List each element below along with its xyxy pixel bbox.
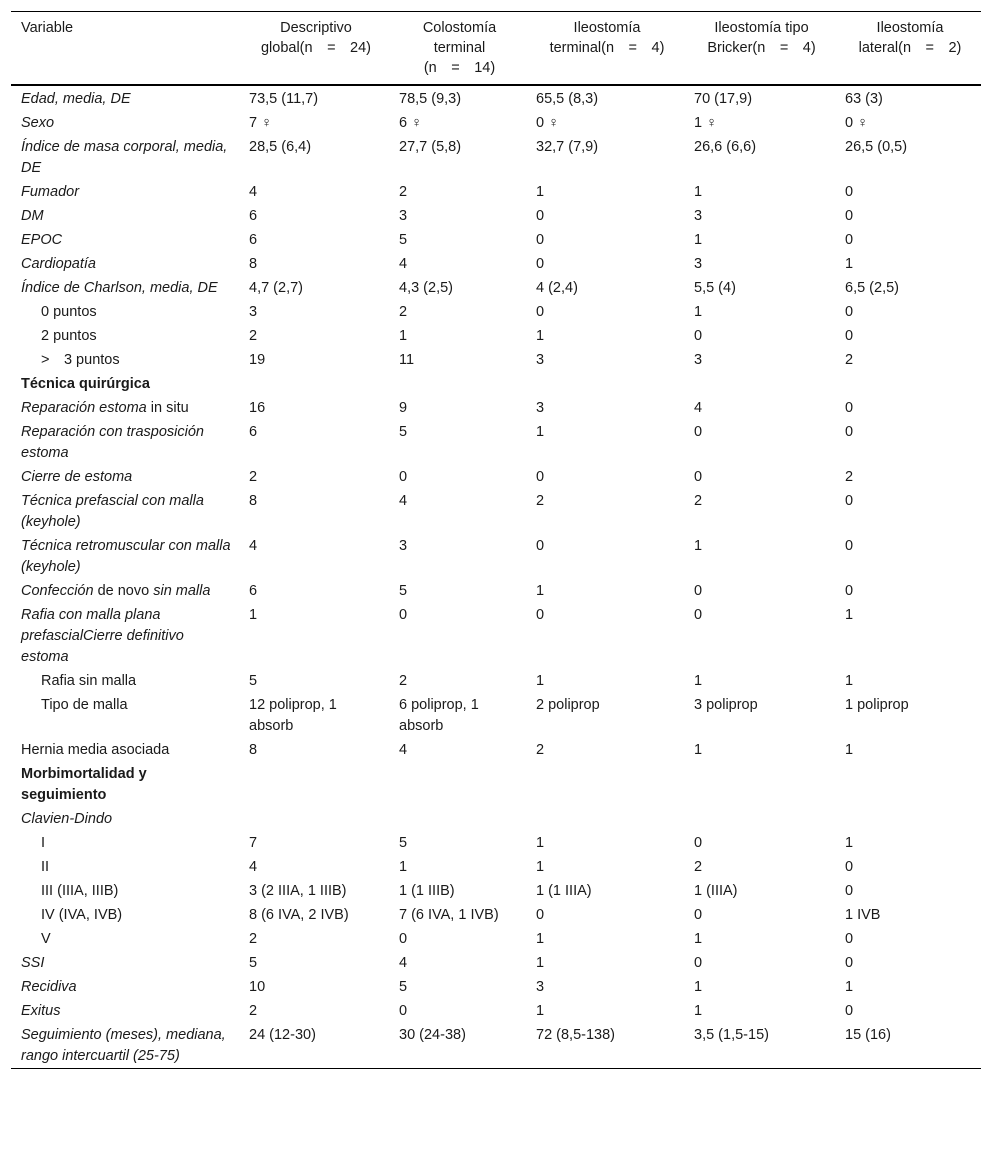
cell-value: 1	[694, 304, 703, 320]
cell-value: 1	[845, 673, 854, 689]
cell-value: 2	[249, 1003, 258, 1019]
cell-value: 1	[694, 742, 703, 758]
cell-value: 2	[845, 469, 854, 485]
cell-value: 7 ♀	[249, 115, 272, 131]
cell-value	[389, 762, 526, 807]
cell-value: 0	[845, 493, 854, 509]
cell-value: 4	[399, 493, 408, 509]
cell-value	[835, 807, 981, 831]
table-row	[11, 879, 981, 903]
cell-value: 0 ♀	[536, 115, 559, 131]
cell-value: 3	[399, 538, 408, 554]
cell-value: 2	[845, 352, 854, 368]
cell-value: 0	[845, 232, 854, 248]
cell-value: 6	[249, 232, 258, 248]
row-label: Morbimortalidad y seguimiento	[21, 766, 147, 803]
cell-value: 28,5 (6,4)	[249, 139, 312, 155]
row-label: Clavien-Dindo	[21, 811, 113, 827]
cell-value: 8 (6 IVA, 2 IVB)	[249, 907, 349, 923]
header-line: terminal	[433, 40, 486, 56]
header-line: (n = 14)	[423, 60, 496, 76]
header-column-1	[239, 12, 389, 86]
row-label-part: sin malla	[153, 583, 211, 599]
row-label: Seguimiento (meses), mediana, rango intercuartil (25-75)	[21, 1027, 226, 1064]
row-label: Hernia media asociada	[21, 742, 170, 758]
cell-value: 0	[845, 208, 854, 224]
row-label: Tipo de malla	[41, 697, 128, 713]
cell-value: 0	[845, 424, 854, 440]
row-label: Rafia sin malla	[41, 673, 137, 689]
table-row	[11, 135, 981, 180]
cell-value: 0	[399, 1003, 408, 1019]
header-variable	[11, 12, 239, 86]
cell-value: 1	[845, 607, 854, 623]
table-row	[11, 1023, 981, 1069]
cell-value: 3,5 (1,5-15)	[694, 1027, 769, 1043]
cell-value: 1	[536, 424, 545, 440]
cell-value: 6,5 (2,5)	[845, 280, 899, 296]
cell-value: 1	[694, 979, 703, 995]
cell-value: 0	[845, 538, 854, 554]
cell-value: 0	[536, 607, 545, 623]
cell-value: 2	[249, 931, 258, 947]
table-header	[11, 12, 981, 86]
row-label: > 3 puntos	[41, 352, 120, 368]
table-row	[11, 252, 981, 276]
cell-value: 4,7 (2,7)	[249, 280, 303, 296]
cell-value: 1 ♀	[694, 115, 717, 131]
cell-value: 4	[694, 400, 703, 416]
cell-value: 1 (1 IIIA)	[536, 883, 592, 899]
cell-value: 3	[536, 352, 545, 368]
table-row	[11, 855, 981, 879]
table-row	[11, 534, 981, 579]
cell-value: 4	[399, 742, 408, 758]
table-row	[11, 903, 981, 927]
cell-value: 3	[536, 400, 545, 416]
header-line: Variable	[21, 20, 74, 36]
cell-value: 0	[694, 955, 703, 971]
cell-value: 1 IVB	[845, 907, 881, 923]
row-label: 2 puntos	[41, 328, 97, 344]
table-row	[11, 975, 981, 999]
table-row	[11, 324, 981, 348]
row-label: Fumador	[21, 184, 80, 200]
row-label: SSI	[21, 955, 45, 971]
cell-value: 1	[536, 931, 545, 947]
row-label: Edad, media, DE	[21, 91, 131, 107]
table-row	[11, 348, 981, 372]
cell-value: 2	[249, 469, 258, 485]
cell-value: 30 (24-38)	[399, 1027, 466, 1043]
cell-value: 4	[399, 955, 408, 971]
cell-value: 4	[249, 538, 258, 554]
cell-value: 1	[249, 607, 258, 623]
cell-value	[526, 807, 684, 831]
cell-value: 1	[536, 1003, 545, 1019]
cell-value: 0	[845, 583, 854, 599]
cell-value: 1	[536, 328, 545, 344]
cell-value: 1	[845, 256, 854, 272]
row-label: Exitus	[21, 1003, 61, 1019]
header-line: Ileostomía	[573, 20, 641, 36]
cell-value: 7	[249, 835, 258, 851]
row-label	[11, 579, 239, 603]
cell-value: 70 (17,9)	[694, 91, 753, 107]
cell-value: 4	[249, 859, 258, 875]
row-label: Técnica prefascial con malla (keyhole)	[21, 493, 204, 530]
header-row	[11, 12, 981, 86]
table-row	[11, 276, 981, 300]
cell-value: 2 poliprop	[536, 697, 600, 713]
cell-value: 5	[399, 583, 408, 599]
row-label-part: in situ	[146, 400, 189, 416]
cell-value: 3	[249, 304, 258, 320]
cell-value: 2	[694, 493, 703, 509]
cell-value: 24 (12-30)	[249, 1027, 316, 1043]
header-line: lateral(n = 2)	[858, 40, 962, 56]
cell-value: 8	[249, 493, 258, 509]
cell-value: 1	[694, 232, 703, 248]
cell-value: 5,5 (4)	[694, 280, 736, 296]
cell-value	[389, 807, 526, 831]
cell-value: 0	[399, 931, 408, 947]
cell-value: 2	[536, 742, 545, 758]
cell-value: 0	[845, 304, 854, 320]
table-row	[11, 372, 981, 396]
cell-value: 1	[845, 742, 854, 758]
table-row	[11, 999, 981, 1023]
cell-value: 0	[536, 208, 545, 224]
table-row	[11, 85, 981, 111]
cell-value	[239, 807, 389, 831]
cell-value: 3	[694, 208, 703, 224]
table-row	[11, 927, 981, 951]
cell-value: 0	[536, 232, 545, 248]
cell-value: 0	[694, 835, 703, 851]
cell-value	[526, 372, 684, 396]
cell-value: 0	[536, 538, 545, 554]
cell-value	[684, 762, 835, 807]
cell-value: 5	[249, 673, 258, 689]
table-row	[11, 420, 981, 465]
cell-value	[239, 372, 389, 396]
row-label: EPOC	[21, 232, 63, 248]
cell-value: 1	[694, 184, 703, 200]
cell-value	[389, 372, 526, 396]
cell-value: 1	[845, 835, 854, 851]
table-row	[11, 693, 981, 738]
cell-value: 0	[536, 256, 545, 272]
cell-value: 0 ♀	[845, 115, 868, 131]
cell-value	[835, 372, 981, 396]
cell-value: 1	[845, 979, 854, 995]
cell-value: 1	[536, 184, 545, 200]
row-label: IV (IVA, IVB)	[41, 907, 123, 923]
cell-value: 5	[399, 232, 408, 248]
cell-value: 16	[249, 400, 266, 416]
row-label	[11, 396, 239, 420]
cell-value: 4 (2,4)	[536, 280, 578, 296]
cell-value: 0	[845, 328, 854, 344]
cell-value: 63 (3)	[845, 91, 883, 107]
cell-value: 0	[845, 859, 854, 875]
cell-value: 12 poliprop, 1 absorb	[249, 697, 337, 734]
cell-value: 0	[536, 469, 545, 485]
cell-value: 8	[249, 256, 258, 272]
row-label: Cierre de estoma	[21, 469, 133, 485]
table-row	[11, 489, 981, 534]
header-column-2	[389, 12, 526, 86]
cell-value: 6	[249, 208, 258, 224]
table-row	[11, 831, 981, 855]
row-label: Rafia con malla plana prefascialCierre definitivo estoma	[21, 607, 184, 665]
header-line: Bricker(n = 4)	[707, 40, 816, 56]
cell-value: 1	[536, 859, 545, 875]
cell-value: 3	[536, 979, 545, 995]
table-row	[11, 465, 981, 489]
header-line: Ileostomía	[876, 20, 944, 36]
cell-value: 0	[536, 907, 545, 923]
cell-value: 0	[694, 469, 703, 485]
cell-value	[684, 807, 835, 831]
cell-value: 65,5 (8,3)	[536, 91, 599, 107]
cell-value: 10	[249, 979, 266, 995]
cell-value: 72 (8,5-138)	[536, 1027, 615, 1043]
row-label: Índice de Charlson, media, DE	[21, 280, 218, 296]
cell-value: 2	[399, 304, 408, 320]
row-label-part: Reparación estoma	[21, 400, 147, 416]
cell-value: 1	[536, 835, 545, 851]
cell-value: 1	[694, 673, 703, 689]
cell-value: 32,7 (7,9)	[536, 139, 599, 155]
row-label: Técnica quirúrgica	[21, 376, 150, 392]
cell-value: 1	[536, 673, 545, 689]
row-label: I	[41, 835, 46, 851]
cell-value: 78,5 (9,3)	[399, 91, 462, 107]
cell-value: 73,5 (11,7)	[249, 91, 319, 107]
row-label: Recidiva	[21, 979, 77, 995]
cell-value: 0	[399, 607, 408, 623]
cell-value: 1	[694, 931, 703, 947]
cell-value	[684, 372, 835, 396]
cell-value: 2	[249, 328, 258, 344]
cell-value: 4,3 (2,5)	[399, 280, 453, 296]
row-label: V	[41, 931, 51, 947]
cell-value	[835, 762, 981, 807]
table-row	[11, 807, 981, 831]
cell-value: 1	[536, 583, 545, 599]
cell-value: 1	[694, 1003, 703, 1019]
cell-value: 26,6 (6,6)	[694, 139, 757, 155]
cell-value: 3	[694, 352, 703, 368]
cell-value: 2	[399, 673, 408, 689]
row-label: Técnica retromuscular con malla (keyhole)	[21, 538, 231, 575]
cell-value: 3	[399, 208, 408, 224]
cell-value: 3 poliprop	[694, 697, 758, 713]
cell-value: 6	[249, 583, 258, 599]
header-column-4	[684, 12, 835, 86]
cell-value: 0	[845, 931, 854, 947]
table-row	[11, 669, 981, 693]
cell-value: 5	[399, 835, 408, 851]
table-body	[11, 85, 981, 1069]
cell-value: 2	[399, 184, 408, 200]
cell-value	[239, 762, 389, 807]
cell-value: 0	[536, 304, 545, 320]
cell-value: 1 poliprop	[845, 697, 909, 713]
data-table	[11, 11, 981, 1069]
cell-value: 4	[399, 256, 408, 272]
header-column-5	[835, 12, 981, 86]
cell-value: 1	[694, 538, 703, 554]
cell-value: 7 (6 IVA, 1 IVB)	[399, 907, 499, 923]
table-row	[11, 603, 981, 669]
cell-value: 5	[399, 979, 408, 995]
cell-value: 0	[694, 583, 703, 599]
cell-value: 27,7 (5,8)	[399, 139, 462, 155]
header-line: global(n = 24)	[260, 40, 372, 56]
table-row	[11, 180, 981, 204]
cell-value: 3	[694, 256, 703, 272]
cell-value: 8	[249, 742, 258, 758]
row-label: Reparación con trasposición estoma	[21, 424, 204, 461]
cell-value: 6 ♀	[399, 115, 422, 131]
cell-value: 0	[845, 955, 854, 971]
cell-value: 2	[694, 859, 703, 875]
cell-value: 0	[694, 907, 703, 923]
cell-value: 11	[399, 352, 415, 368]
table-row	[11, 396, 981, 420]
table-row	[11, 951, 981, 975]
row-label: Índice de masa corporal, media, DE	[21, 139, 228, 176]
header-column-3	[526, 12, 684, 86]
row-label: II	[41, 859, 50, 875]
row-label: 0 puntos	[41, 304, 97, 320]
cell-value: 1	[399, 328, 408, 344]
cell-value: 0	[694, 424, 703, 440]
header-line: Descriptivo	[280, 20, 352, 36]
cell-value: 4	[249, 184, 258, 200]
cell-value: 9	[399, 400, 408, 416]
cell-value	[526, 762, 684, 807]
cell-value: 1 (1 IIIB)	[399, 883, 455, 899]
table-row	[11, 111, 981, 135]
table-row	[11, 738, 981, 762]
cell-value: 0	[399, 469, 408, 485]
cell-value: 0	[845, 400, 854, 416]
row-label-part: de novo	[93, 583, 154, 599]
table-row	[11, 762, 981, 807]
cell-value: 15 (16)	[845, 1027, 891, 1043]
cell-value: 19	[249, 352, 266, 368]
cell-value: 0	[694, 328, 703, 344]
row-label: Sexo	[21, 115, 55, 131]
cell-value: 2	[536, 493, 545, 509]
table-row	[11, 579, 981, 603]
row-label: Cardiopatía	[21, 256, 96, 272]
cell-value: 1	[399, 859, 408, 875]
cell-value: 26,5 (0,5)	[845, 139, 908, 155]
cell-value: 6 poliprop, 1 absorb	[399, 697, 479, 734]
cell-value: 1	[536, 955, 545, 971]
cell-value: 6	[249, 424, 258, 440]
header-line: Ileostomía tipo	[714, 20, 809, 36]
cell-value: 5	[399, 424, 408, 440]
cell-value: 1 (IIIA)	[694, 883, 738, 899]
header-line: terminal(n = 4)	[549, 40, 665, 56]
cell-value: 0	[845, 184, 854, 200]
row-label: III (IIIA, IIIB)	[41, 883, 119, 899]
row-label-part: Confección	[21, 583, 94, 599]
cell-value: 0	[845, 1003, 854, 1019]
table-row	[11, 204, 981, 228]
row-label: DM	[21, 208, 44, 224]
cell-value: 3 (2 IIIA, 1 IIIB)	[249, 883, 347, 899]
header-line: Colostomía	[422, 20, 497, 36]
table-row	[11, 228, 981, 252]
table-row	[11, 300, 981, 324]
cell-value: 0	[845, 883, 854, 899]
cell-value: 0	[694, 607, 703, 623]
cell-value: 5	[249, 955, 258, 971]
